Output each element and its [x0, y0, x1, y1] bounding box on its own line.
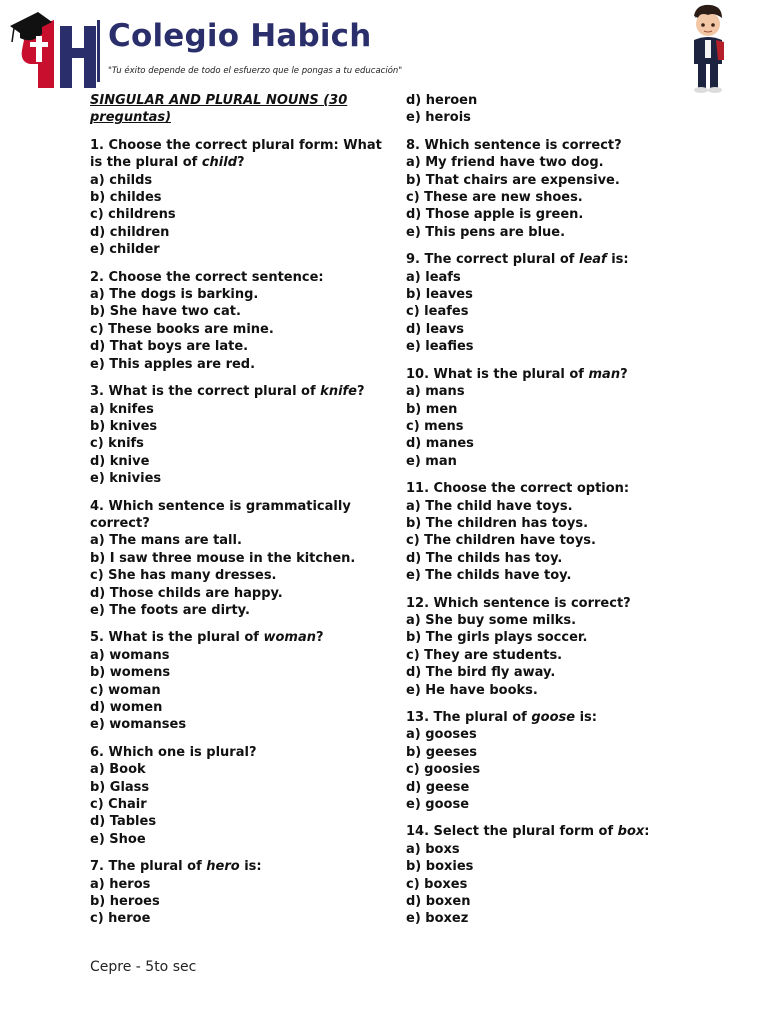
question-prompt: 4. Which sentence is grammatically correct? — [90, 498, 351, 531]
question-10 — [406, 366, 706, 470]
answer-option: b) That chairs are expensive. — [406, 172, 620, 188]
answer-option: e) knivies — [90, 471, 162, 487]
question-prompt: 9. The correct plural of leaf is: — [406, 252, 629, 268]
answer-option: a) The child have toys. — [406, 498, 573, 514]
answer-option: e) The foots are dirty. — [90, 602, 250, 618]
question-prompt: 3. What is the correct plural of knife? — [90, 384, 365, 400]
answer-option: e) womanses — [90, 717, 187, 733]
answer-option: e) The childs have toy. — [406, 568, 572, 584]
answer-option: e) leafies — [406, 339, 474, 355]
answer-option: e) Shoe — [90, 831, 146, 847]
answer-option: a) womans — [90, 647, 170, 663]
question-prompt: 10. What is the plural of man? — [406, 366, 628, 382]
question-5 — [90, 629, 390, 733]
question-11 — [406, 480, 706, 584]
answer-option: c) knifs — [90, 436, 144, 452]
question-prompt: 14. Select the plural form of box: — [406, 824, 650, 840]
answer-option: d) The bird fly away. — [406, 665, 556, 681]
answer-option: b) The girls plays soccer. — [406, 630, 588, 646]
answer-option: b) childes — [90, 190, 162, 206]
question-9 — [406, 251, 706, 355]
question-prompt: 6. Which one is plural? — [90, 744, 257, 760]
question-13 — [406, 709, 706, 813]
answer-option: e) goose — [406, 797, 470, 813]
answer-option: d) Those apple is green. — [406, 207, 584, 223]
answer-option: c) heroe — [90, 911, 151, 927]
answer-option: b) leaves — [406, 287, 473, 303]
question-1 — [90, 137, 390, 259]
student-avatar — [682, 2, 732, 96]
question-prompt: 5. What is the plural of woman? — [90, 630, 324, 646]
answer-option: a) She buy some milks. — [406, 612, 577, 628]
answer-option: a) heros — [90, 876, 151, 892]
answer-option: a) childs — [90, 172, 153, 188]
question-2 — [90, 269, 390, 373]
school-motto: "Tu éxito depende de todo el esfuerzo que le pongas a tu educación" — [108, 66, 403, 76]
answer-option: e) He have books. — [406, 682, 538, 698]
answer-option: d) Tables — [90, 814, 157, 830]
answer-option: a) My friend have two dog. — [406, 155, 604, 171]
answer-option: d) boxen — [406, 894, 471, 910]
section-title: SINGULAR AND PLURAL NOUNS (30 preguntas) — [90, 93, 348, 126]
answer-option: c) She has many dresses. — [90, 568, 277, 584]
brand-divider — [97, 20, 100, 82]
answer-option: a) Book — [90, 762, 146, 778]
answer-option: d) women — [90, 700, 163, 715]
question-4 — [90, 498, 390, 620]
answer-option: d) Those childs are happy. — [90, 585, 283, 601]
answer-option: e) childer — [90, 242, 160, 258]
school-logo — [8, 4, 100, 90]
answer-option: c) These are new shoes. — [406, 190, 583, 206]
answer-option: b) knives — [90, 418, 158, 434]
answer-option: a) leafs — [406, 269, 461, 285]
answer-option: a) The dogs is barking. — [90, 287, 259, 303]
answer-option: d) The childs has toy. — [406, 550, 563, 566]
answer-option: e) This apples are red. — [90, 356, 256, 372]
question-prompt: 12. Which sentence is correct? — [406, 595, 631, 611]
question-prompt: 7. The plural of hero is: — [90, 859, 262, 875]
answer-option: d) That boys are late. — [90, 339, 249, 355]
answer-option: b) men — [406, 401, 458, 417]
answer-option: c) Chair — [90, 797, 147, 813]
answer-option: e) man — [406, 453, 457, 469]
answer-option: b) I saw three mouse in the kitchen. — [90, 550, 356, 566]
answer-option: b) geeses — [406, 744, 478, 760]
answer-option: d) geese — [406, 779, 470, 795]
answer-option: c) They are students. — [406, 647, 563, 663]
answer-option: a) gooses — [406, 727, 477, 743]
answer-option: c) These books are mine. — [90, 321, 274, 337]
answer-option: c) childrens — [90, 207, 176, 223]
page-footer: Cepre - 5to sec — [90, 959, 197, 975]
answer-option: b) heroes — [90, 894, 160, 910]
answer-option: b) boxies — [406, 859, 474, 875]
question-8 — [406, 137, 706, 241]
question-prompt: 2. Choose the correct sentence: — [90, 269, 324, 285]
answer-option: c) leafes — [406, 304, 469, 320]
answer-option: c) mens — [406, 418, 464, 434]
answer-option: b) womens — [90, 665, 171, 681]
answer-option: e) boxez — [406, 911, 469, 927]
answer-option: a) The mans are tall. — [90, 533, 242, 549]
left-column — [90, 92, 390, 938]
answer-option: d) manes — [406, 436, 474, 452]
answer-option: d) knive — [90, 453, 150, 469]
answer-option: e) herois — [406, 110, 471, 126]
question-7 — [90, 858, 390, 928]
answer-option: c) goosies — [406, 762, 481, 778]
answer-option: d) children — [90, 224, 170, 240]
question-14 — [406, 823, 706, 927]
question-prompt: 13. The plural of goose is: — [406, 710, 597, 725]
answer-option: a) boxs — [406, 841, 460, 857]
answer-option: b) Glass — [90, 779, 150, 795]
school-name: Colegio Habich — [108, 18, 372, 54]
right-column — [406, 92, 706, 938]
answer-option: c) boxes — [406, 876, 468, 892]
question-6 — [90, 744, 390, 848]
answer-option: e) This pens are blue. — [406, 224, 566, 240]
answer-option: b) She have two cat. — [90, 304, 241, 320]
answer-option: d) heroen — [406, 93, 478, 108]
question-3 — [90, 383, 390, 487]
answer-option: c) The children have toys. — [406, 533, 596, 549]
answer-option: a) mans — [406, 384, 465, 400]
answer-option: d) leavs — [406, 321, 465, 337]
question-prompt: 8. Which sentence is correct? — [406, 137, 622, 153]
answer-option: c) woman — [90, 682, 161, 698]
answer-option: b) The children has toys. — [406, 515, 589, 531]
question-prompt: 11. Choose the correct option: — [406, 481, 630, 497]
question-12 — [406, 595, 706, 699]
question-7-continued — [406, 92, 706, 127]
question-prompt: 1. Choose the correct plural form: What is the plural of child? — [90, 137, 382, 171]
answer-option: a) knifes — [90, 401, 154, 417]
